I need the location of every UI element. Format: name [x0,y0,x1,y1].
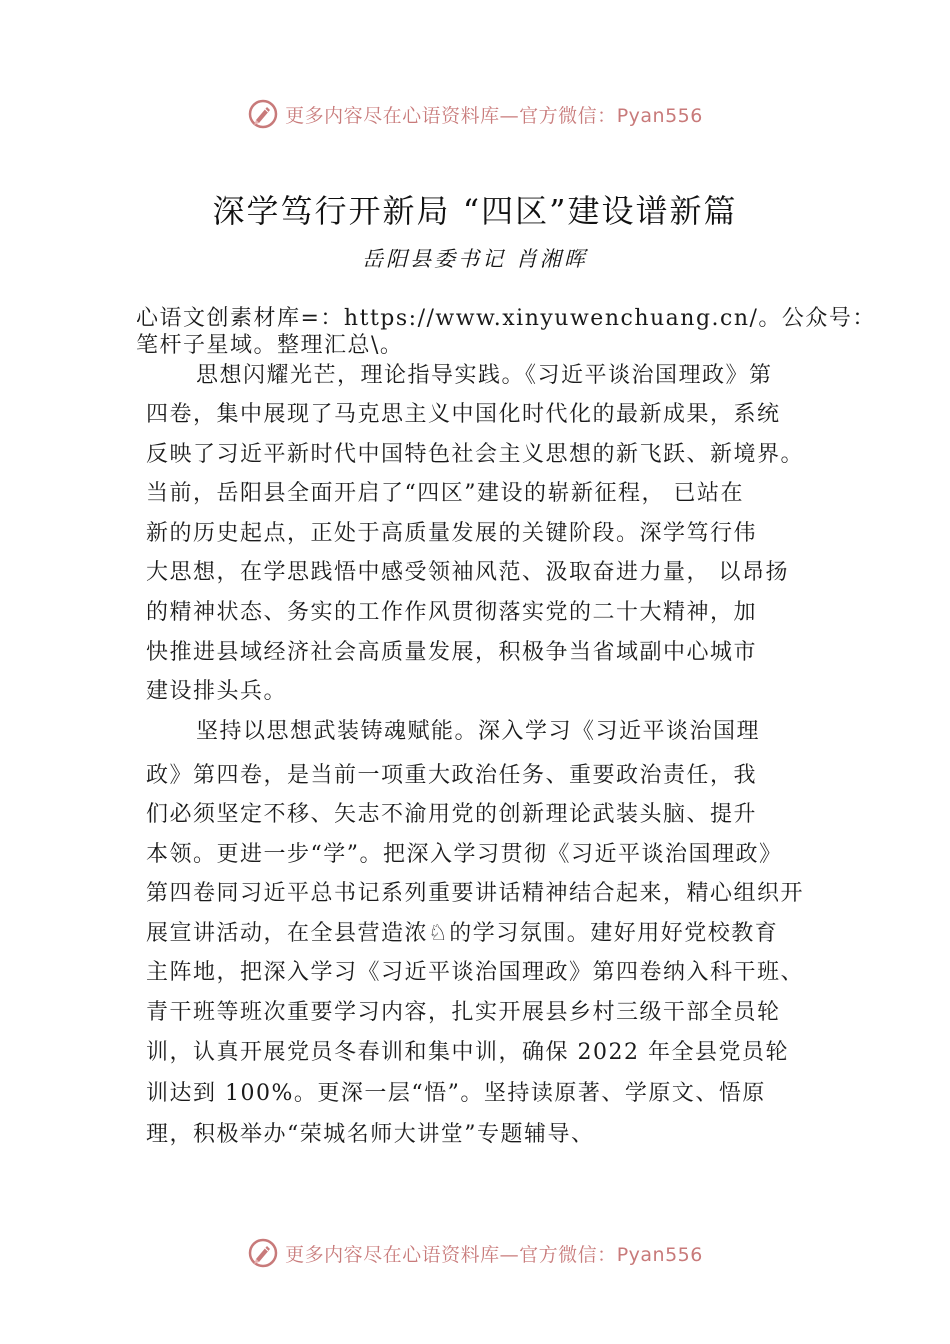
header-banner [0,92,950,136]
paragraph1-line: 思想闪耀光芒，理论指导实践。《习近平谈治国理政》第 [196,363,773,388]
banner-handle: Pyan556 [616,1243,703,1266]
paragraph1-line: 快推进县域经济社会高质量发展，积极争当省域副中心城市 [146,640,758,665]
paragraph1-line: 的精神状态、务实的工作作风贯彻落实党的二十大精神，加 [146,600,758,625]
paragraph2-line: 第四卷同习近平总书记系列重要讲话精神结合起来，精心组织开 [146,881,805,906]
paragraph1-line: 当前，岳阳县全面开启了“四区”建设的崭新征程， 已站在 [146,481,744,506]
document-title: 深学笃行开新局 “四区”建设谱新篇 [212,192,738,230]
document-author: 岳阳县委书记 肖湘晖 [362,247,588,271]
banner-label: 官方微信： [519,1243,617,1266]
paragraph2-line: 本领。更进一步“学”。把深入学习贯彻《习近平谈治国理政》 [146,842,783,867]
paragraph2-line: 展宣讲活动，在全县营造浓♘的学习氛围。建好用好党校教育 [146,921,779,946]
source-line: 心语文创素材库=：https://www.xinyuwenchuang.cn/。公众号： [136,306,876,331]
paragraph2-line: 训达到 100%。更深一层“悟”。坚持读原著、学原文、悟原 [146,1081,766,1106]
paragraph2-line: 政》第四卷，是当前一项重大政治任务、重要政治责任，我 [146,763,758,788]
paragraph2-line: 理，积极举办“荣城名师大讲堂”专题辅导、 [146,1122,595,1147]
paragraph1-line: 新的历史起点，正处于高质量发展的关键阶段。深学笃行伟 [146,521,758,546]
paragraph2-line: 青干班等班次重要学习内容，扎实开展县乡村三级干部全员轮 [146,1000,781,1025]
banner-text [285,1240,703,1267]
paragraph2-line: 主阵地，把深入学习《习近平谈治国理政》第四卷纳入科干班、 [146,960,805,985]
brand-logo-icon [247,1237,279,1269]
paragraph2-line: 们必须坚定不移、矢志不渝用党的创新理论武装头脑、提升 [146,802,758,827]
paragraph1-line: 四卷，集中展现了马克思主义中国化时代化的最新成果，系统 [146,402,781,427]
footer-banner [0,1231,950,1275]
banner-label: 官方微信： [519,104,617,127]
paragraph1-line: 大思想，在学思践悟中感受领袖风范、汲取奋进力量， 以昂扬 [146,560,789,585]
banner-text [285,101,703,128]
paragraph2-line: 坚持以思想武装铸魂赋能。深入学习《习近平谈治国理 [196,719,761,744]
paragraph2-line: 训，认真开展党员冬春训和集中训，确保 2022 年全县党员轮 [146,1040,789,1065]
brand-logo-icon [247,98,279,130]
banner-separator: — [499,1243,520,1266]
banner-brand: 更多内容尽在心语资料库 [285,1243,500,1266]
banner-handle: Pyan556 [616,104,703,127]
paragraph1-line: 建设排头兵。 [146,679,288,704]
source-line: 笔杆子星域。整理汇总\。 [136,333,404,358]
paragraph1-line: 反映了习近平新时代中国特色社会主义思想的新飞跃、新境界。 [146,442,805,467]
banner-separator: — [499,104,520,127]
banner-brand: 更多内容尽在心语资料库 [285,104,500,127]
